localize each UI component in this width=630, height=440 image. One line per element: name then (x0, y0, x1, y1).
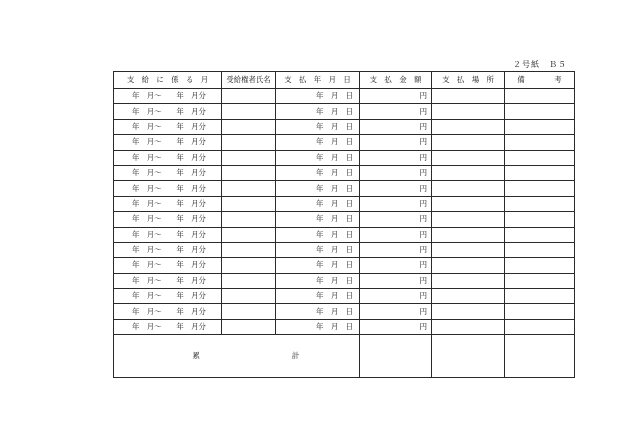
header-remarks: 備 考 (505, 72, 575, 89)
place-cell[interactable] (432, 212, 505, 227)
total-label-left: 累 (192, 351, 200, 361)
table-row (114, 273, 575, 288)
pay-date-cell[interactable]: 年 月 日 (276, 196, 360, 211)
amount-cell[interactable]: 円 (360, 181, 432, 196)
pay-date-cell[interactable]: 年 月 日 (276, 212, 360, 227)
table-row (114, 304, 575, 319)
period-cell[interactable]: 年 月～ 年 月分 (114, 89, 222, 104)
period-cell[interactable]: 年 月～ 年 月分 (114, 165, 222, 180)
period-cell[interactable]: 年 月～ 年 月分 (114, 273, 222, 288)
amount-cell[interactable]: 円 (360, 119, 432, 134)
place-cell[interactable] (432, 89, 505, 104)
table-row (114, 119, 575, 134)
amount-cell[interactable]: 円 (360, 135, 432, 150)
amount-cell[interactable]: 円 (360, 242, 432, 257)
total-label-cell (114, 335, 360, 378)
total-amount-cell[interactable] (360, 335, 432, 378)
amount-cell[interactable]: 円 (360, 258, 432, 273)
recipient-cell[interactable] (222, 289, 276, 304)
pay-date-cell[interactable]: 年 月 日 (276, 150, 360, 165)
amount-cell[interactable]: 円 (360, 150, 432, 165)
recipient-cell[interactable] (222, 258, 276, 273)
table-row (114, 196, 575, 211)
table-row (114, 135, 575, 150)
table-row (114, 289, 575, 304)
ledger-body (114, 89, 575, 335)
remarks-cell[interactable] (505, 150, 575, 165)
pay-date-cell[interactable]: 年 月 日 (276, 104, 360, 119)
table-row (114, 150, 575, 165)
remarks-cell[interactable] (505, 89, 575, 104)
place-cell[interactable] (432, 227, 505, 242)
total-row (114, 335, 575, 378)
recipient-cell[interactable] (222, 181, 276, 196)
place-cell[interactable] (432, 273, 505, 288)
place-cell[interactable] (432, 104, 505, 119)
remarks-cell[interactable] (505, 104, 575, 119)
remarks-cell[interactable] (505, 119, 575, 134)
pay-date-cell[interactable]: 年 月 日 (276, 227, 360, 242)
recipient-cell[interactable] (222, 165, 276, 180)
total-remarks-cell (505, 335, 575, 378)
recipient-cell[interactable] (222, 89, 276, 104)
period-cell[interactable]: 年 月～ 年 月分 (114, 150, 222, 165)
pay-date-cell[interactable]: 年 月 日 (276, 135, 360, 150)
remarks-cell[interactable] (505, 227, 575, 242)
amount-cell[interactable]: 円 (360, 319, 432, 334)
period-cell[interactable]: 年 月～ 年 月分 (114, 227, 222, 242)
remarks-cell[interactable] (505, 196, 575, 211)
place-cell[interactable] (432, 258, 505, 273)
header-place: 支 払 場 所 (432, 72, 505, 89)
amount-cell[interactable]: 円 (360, 165, 432, 180)
pay-date-cell[interactable]: 年 月 日 (276, 289, 360, 304)
pay-date-cell[interactable]: 年 月 日 (276, 119, 360, 134)
amount-cell[interactable]: 円 (360, 212, 432, 227)
table-row (114, 319, 575, 334)
remarks-cell[interactable] (505, 319, 575, 334)
table-row (114, 165, 575, 180)
total-place-cell (432, 335, 505, 378)
place-cell[interactable] (432, 196, 505, 211)
amount-cell[interactable]: 円 (360, 273, 432, 288)
table-row (114, 181, 575, 196)
header-amount: 支 払 金 額 (360, 72, 432, 89)
amount-cell[interactable]: 円 (360, 304, 432, 319)
table-header-row (114, 72, 575, 89)
pay-date-cell[interactable]: 年 月 日 (276, 242, 360, 257)
pay-date-cell[interactable]: 年 月 日 (276, 258, 360, 273)
place-cell[interactable] (432, 242, 505, 257)
recipient-cell[interactable] (222, 135, 276, 150)
total-label-right: 計 (291, 351, 300, 361)
recipient-cell[interactable] (222, 104, 276, 119)
place-cell[interactable] (432, 304, 505, 319)
period-cell[interactable]: 年 月～ 年 月分 (114, 242, 222, 257)
recipient-cell[interactable] (222, 227, 276, 242)
place-cell[interactable] (432, 119, 505, 134)
place-cell[interactable] (432, 165, 505, 180)
amount-cell[interactable]: 円 (360, 104, 432, 119)
table-row (114, 104, 575, 119)
amount-cell[interactable]: 円 (360, 289, 432, 304)
recipient-cell[interactable] (222, 242, 276, 257)
period-cell[interactable]: 年 月～ 年 月分 (114, 119, 222, 134)
recipient-cell[interactable] (222, 319, 276, 334)
pay-date-cell[interactable]: 年 月 日 (276, 273, 360, 288)
remarks-cell[interactable] (505, 165, 575, 180)
recipient-cell[interactable] (222, 212, 276, 227)
place-cell[interactable] (432, 319, 505, 334)
recipient-cell[interactable] (222, 273, 276, 288)
table-row (114, 227, 575, 242)
amount-cell[interactable]: 円 (360, 196, 432, 211)
header-period: 支 給 に 係 る 月 (114, 72, 222, 89)
remarks-cell[interactable] (505, 181, 575, 196)
table-row (114, 89, 575, 104)
place-cell[interactable] (432, 150, 505, 165)
period-cell[interactable]: 年 月～ 年 月分 (114, 181, 222, 196)
remarks-cell[interactable] (505, 242, 575, 257)
period-cell[interactable]: 年 月～ 年 月分 (114, 196, 222, 211)
period-cell[interactable]: 年 月～ 年 月分 (114, 135, 222, 150)
pay-date-cell[interactable]: 年 月 日 (276, 304, 360, 319)
remarks-cell[interactable] (505, 135, 575, 150)
recipient-cell[interactable] (222, 150, 276, 165)
place-cell[interactable] (432, 289, 505, 304)
recipient-cell[interactable] (222, 196, 276, 211)
period-cell[interactable]: 年 月～ 年 月分 (114, 258, 222, 273)
remarks-cell[interactable] (505, 289, 575, 304)
period-cell[interactable]: 年 月～ 年 月分 (114, 319, 222, 334)
form-id-label: ２号紙 Ｂ５ (513, 60, 567, 69)
table-row (114, 242, 575, 257)
place-cell[interactable] (432, 135, 505, 150)
period-cell[interactable]: 年 月～ 年 月分 (114, 212, 222, 227)
pay-date-cell[interactable]: 年 月 日 (276, 89, 360, 104)
pay-date-cell[interactable]: 年 月 日 (276, 181, 360, 196)
period-cell[interactable]: 年 月～ 年 月分 (114, 304, 222, 319)
recipient-cell[interactable] (222, 119, 276, 134)
amount-cell[interactable]: 円 (360, 227, 432, 242)
pay-date-cell[interactable]: 年 月 日 (276, 165, 360, 180)
remarks-cell[interactable] (505, 258, 575, 273)
remarks-cell[interactable] (505, 212, 575, 227)
place-cell[interactable] (432, 181, 505, 196)
period-cell[interactable]: 年 月～ 年 月分 (114, 104, 222, 119)
header-recipient: 受給権者氏名 (222, 72, 276, 89)
header-pay-date: 支 払 年 月 日 (276, 72, 360, 89)
table-row (114, 212, 575, 227)
table-row (114, 258, 575, 273)
recipient-cell[interactable] (222, 304, 276, 319)
pay-date-cell[interactable]: 年 月 日 (276, 319, 360, 334)
remarks-cell[interactable] (505, 273, 575, 288)
period-cell[interactable]: 年 月～ 年 月分 (114, 289, 222, 304)
amount-cell[interactable]: 円 (360, 89, 432, 104)
remarks-cell[interactable] (505, 304, 575, 319)
payment-ledger-table (113, 71, 575, 378)
